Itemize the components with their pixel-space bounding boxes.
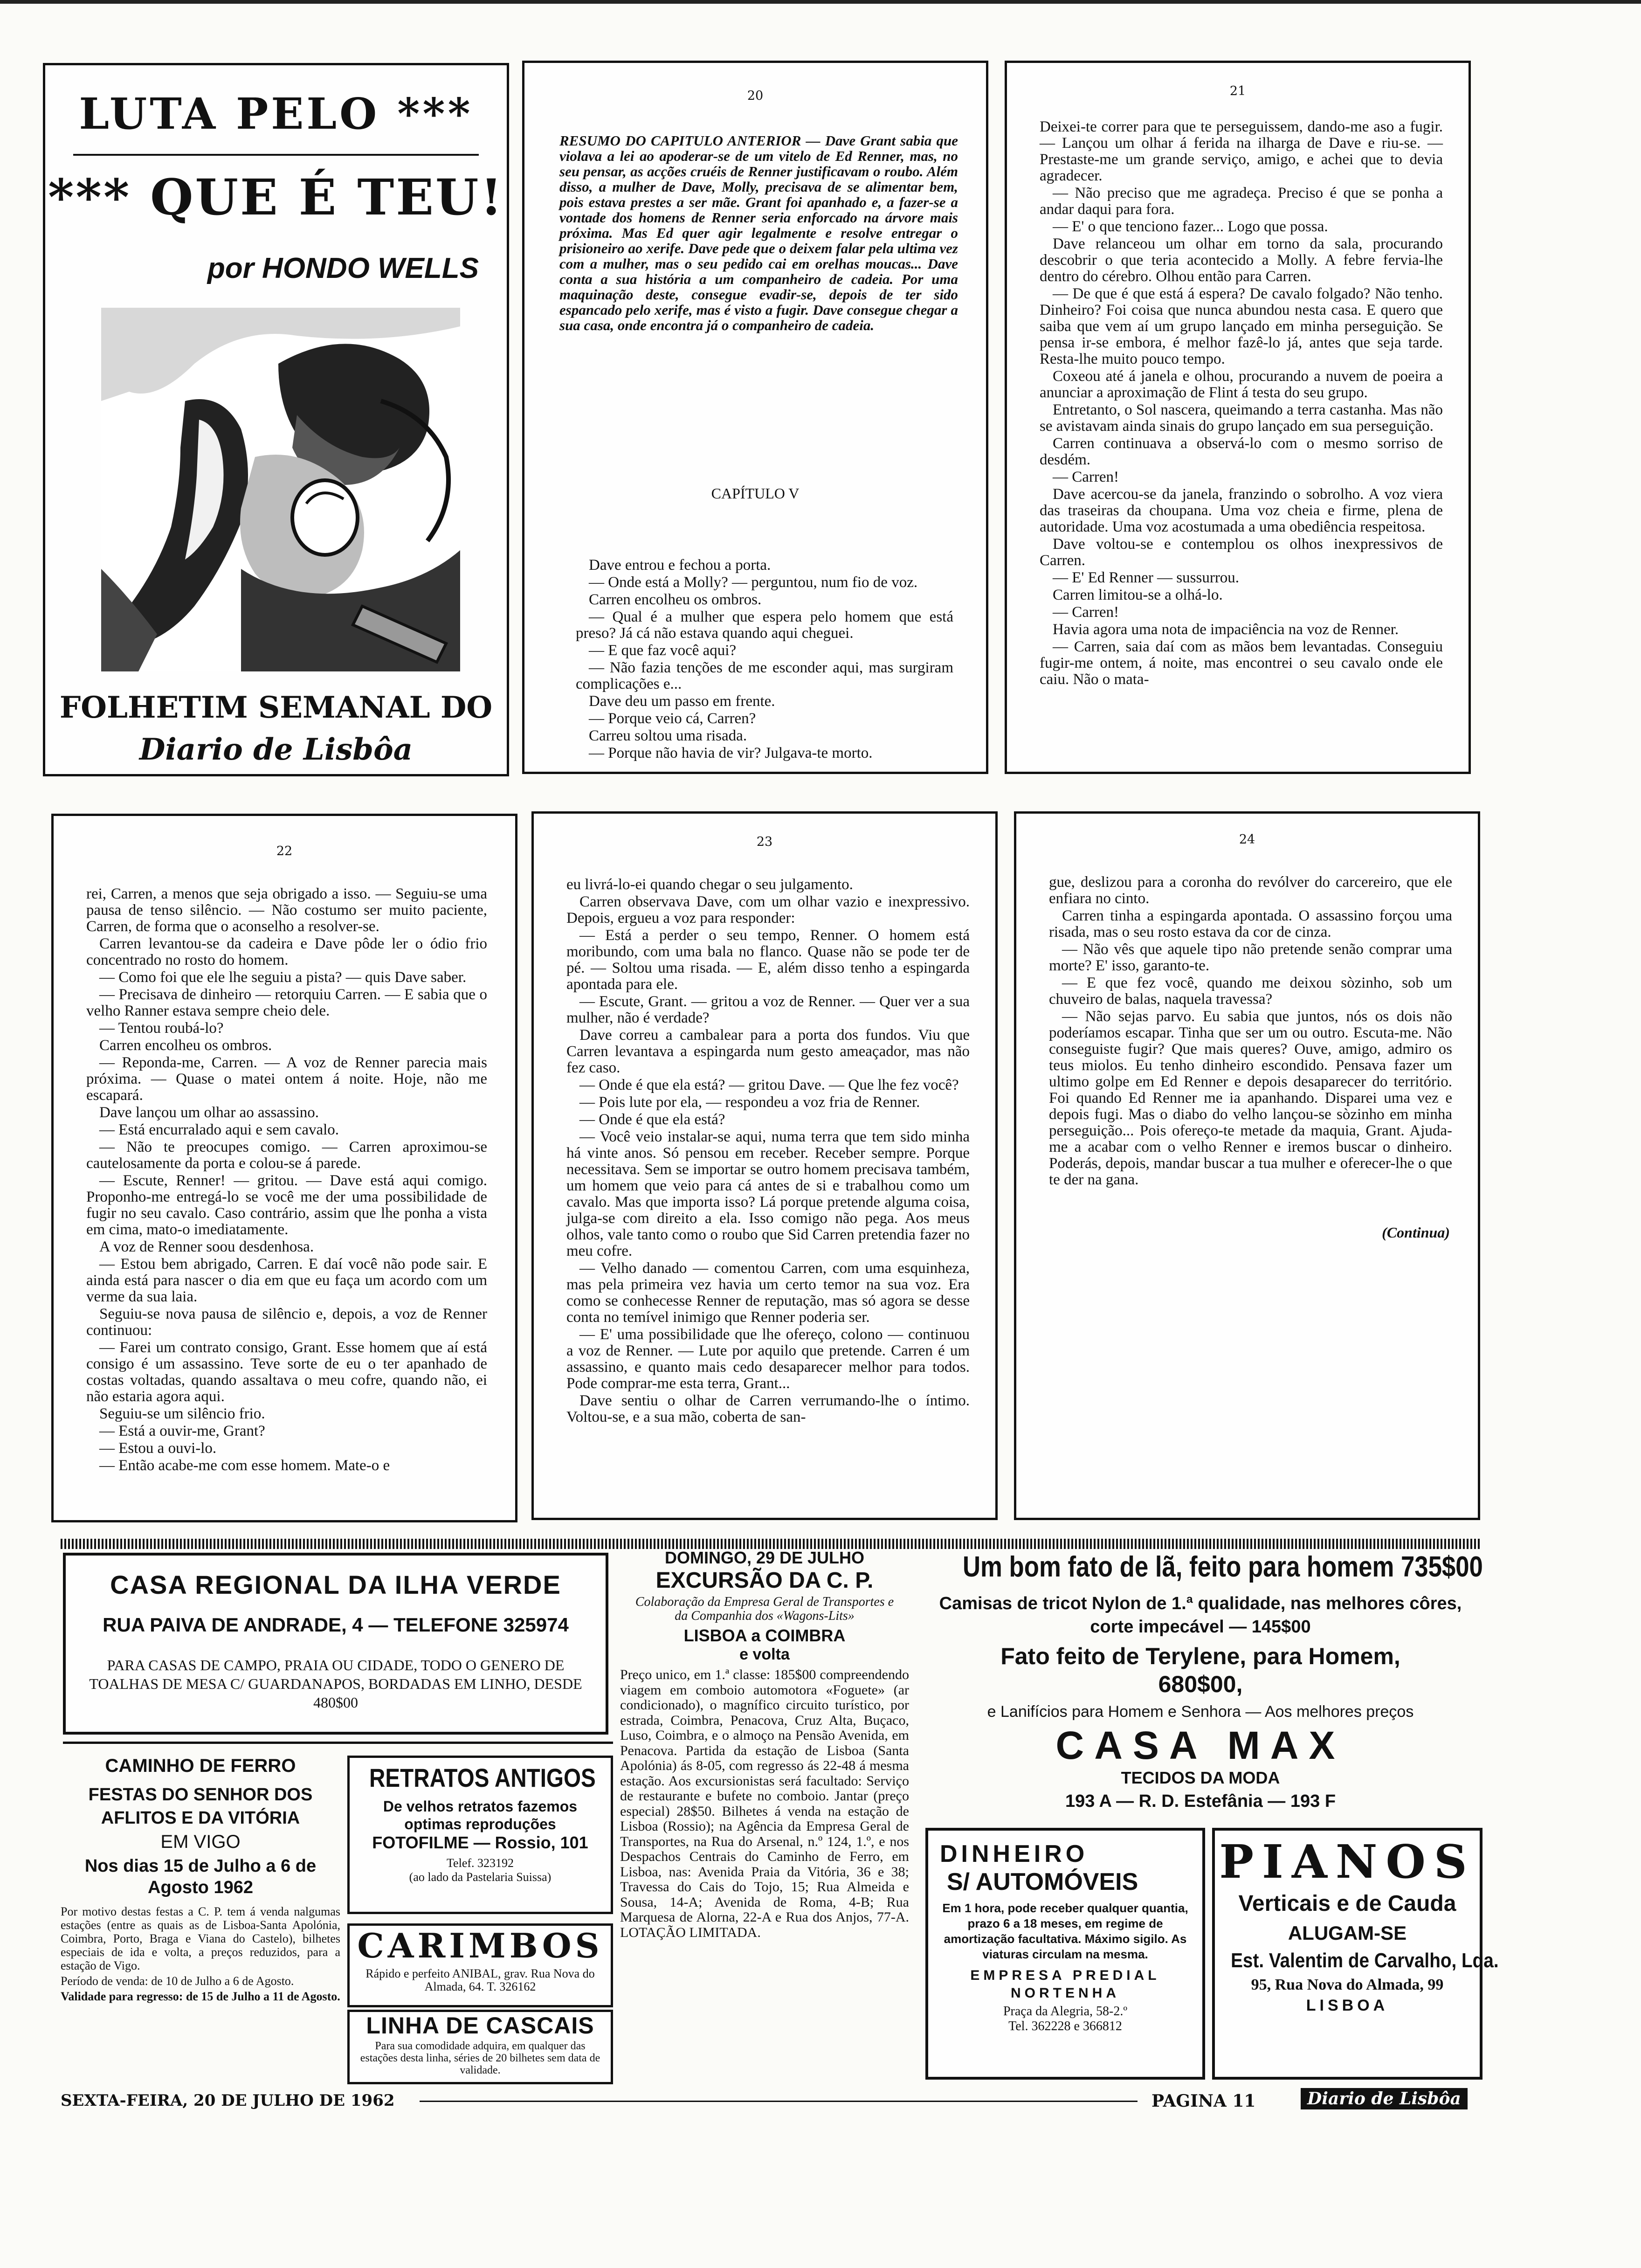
ad-company: EMPRESA PREDIAL NORTENHA	[970, 1968, 1160, 2001]
paragraph: — Farei um contrato consigo, Grant. Esse homem que aí está consigo é um assassino. Teve sorte de eu o ter apanhado de costas voltadas, quando assaltava o meu cofre, quando não, ei não estaria agora aqui.	[86, 1339, 487, 1405]
ad-tel: Tel. 362228 e 366812	[1008, 2019, 1122, 2033]
paragraph: — Estou a ouvi-lo.	[99, 1440, 217, 1457]
paragraph: — De que é que está á espera? De cavalo folgado? Não tenho. Dinheiro? Foi coisa que nunca abundou nesta casa. E quero que saiba que vem aí um grupo lançado em minha perseguição. Se pensa ir-se embora, é melhor fazê-lo já, antes que seja tarde. Resta-lhe muito pouco tempo.	[1040, 285, 1443, 367]
ad-carimbos	[347, 1923, 613, 2007]
ad-line2: FOTOFILME — Rossio, 101	[372, 1833, 588, 1852]
resumo-text: RESUMO DO CAPITULO ANTERIOR — Dave Grant sabia que violava a lei ao apoderar-se de um vitelo de Ed Renner, mas, no seu pensar, as acções cruéis de Renner justificavam o roubo. Além disso, a mulher de Dave, Molly, precisava de se alimentar bem, pois estava prestes a ser mãe. Grant foi apanhado e, a fazer-se a vontade dos homens de Renner seria enforcado na árvore mais próxima. Mas Ed quer agir legalmente e resolve entregar o prisioneiro ao xerife. Dave pede que o deixem falar pela ultima vez com a mulher, mas o seu pedido cai em orelhas moucas... Dave conta a sua história a um companheiro de cadeia. Por uma maquinação deste, consegue evadir-se, depois de ter sido espancado pelo xerife, mas é visto a fugir. Dave consegue chegar a sua casa, onde encontra já o companheiro de cadeia.	[559, 132, 958, 333]
paragraph: — Porque não havia de vir? Julgava-te morto.	[589, 745, 873, 761]
page-number: 20	[747, 89, 764, 103]
ad-title1: DINHEIRO	[940, 1840, 1089, 1867]
paragraph: — E que fez você, quando me deixou sòzinho, sob um chuveiro de balas, naquela travessa?	[1049, 975, 1452, 1008]
paragraph: — Carren!	[1053, 604, 1119, 621]
serial-folhetim: FOLHETIM SEMANAL DO	[59, 690, 493, 725]
ad-casa-max	[921, 1550, 1483, 1821]
paragraph: — Não sejas parvo. Eu sabia que juntos, nós os dois não poderíamos escapar. Tinha que ser um ou outro. Escuta-me. Não conseguiste fugir? Que mais queres? Ouve, amigo, admiro os teus miolos. Eu tenho dinheiro escondido. Pensava fazer um ultimo golpe em Ed Renner e depois desaparecer do território. Foi quando Ed Renner me ia apanhando. Disparei uma vez e depois fugi. Mas o diabo do velho lançou-se sòzinho em minha perseguição... Pois ofereço-te metade da maquia, Grant. Ajuda-me a acabar com o velho Renner e iremos buscar o dinheiro. Poderás, depois, mandar buscar a tua mulher e oferecer-lhe o que te der na gana.	[1049, 1008, 1452, 1188]
paragraph: — Precisava de dinheiro — retorquiu Carren. — E sabia que o velho Ranner estava sempre cheio dele.	[86, 986, 487, 1019]
ad-route: LISBOA a COIMBRA	[683, 1626, 846, 1645]
ad-city: LISBOA	[1306, 1997, 1389, 2014]
ad-date: DOMINGO, 29 DE JULHO	[664, 1548, 865, 1567]
serial-title-panel	[43, 63, 509, 776]
paragraph: Dave voltou-se e contemplou os olhos inexpressivos de Carren.	[1040, 536, 1443, 569]
paragraph: Dave entrou e fechou a porta.	[589, 557, 771, 574]
ad-retratos	[347, 1756, 613, 1914]
ad-caminho-ferro	[61, 1756, 340, 2082]
ad-title: CARIMBOS	[357, 1926, 603, 1965]
ad-dates: Nos dias 15 de Julho a 6 de Agosto 1962	[84, 1856, 317, 1897]
ad-line: Rápido e perfeito ANIBAL, grav. Rua Nova do Almada, 64. T. 326162	[365, 1967, 595, 1993]
paragraph: — Estou bem abrigado, Carren. E daí você não pode sair. E ainda está para nascer o dia em que eu faça um acordo com um verme da sua laia.	[86, 1256, 487, 1305]
serial-page-24	[1014, 811, 1480, 1520]
page-number: 24	[1239, 832, 1255, 847]
ad-headline: Um bom fato de lã, feito para homem 735$00	[963, 1551, 1483, 1583]
paragraph: — Não te preocupes comigo. — Carren aproximou-se cautelosamente da porta e colou-se á parede.	[86, 1139, 487, 1172]
ad-brand: CASA MAX	[1055, 1723, 1345, 1767]
paragraph: Carren limitou-se a olhá-lo.	[1053, 587, 1223, 603]
ad-cascais	[347, 2010, 613, 2084]
paragraph: — Velho danado — comentou Carren, com uma esquinheza, mas pela primeira vez havia um certo temor na sua voz. Era como se conhecesse Renner de reputação, mas só agora se desse conta no temível inimigo que Renner poderia ser.	[566, 1260, 970, 1326]
serial-title-line1: LUTA PELO ***	[79, 89, 473, 139]
serial-page-20	[522, 61, 988, 774]
page-22-body	[86, 886, 487, 1475]
paragraph: Dave relanceou um olhar em torno da sala, procurando descobrir o que teria acontecido a Molly. A febre fervia-lhe dentro do cérebro. Olhou então para Carren.	[1040, 235, 1443, 285]
paragraph: — E' Ed Renner — sussurrou.	[1053, 569, 1240, 586]
paragraph: Carren tinha a espingarda apontada. O assassino forçou uma risada, mas o seu rosto estava da cor de cinza.	[1049, 907, 1452, 940]
paragraph: gue, deslizou para a coronha do revólver do carcereiro, que ele enfiara no cinto.	[1049, 874, 1452, 907]
ad-route2: e volta	[739, 1646, 790, 1663]
paragraph: Seguiu-se um silêncio frio.	[99, 1405, 265, 1422]
paragraph: — E' o que tenciono fazer... Logo que possa.	[1053, 218, 1328, 235]
ad-body: Para sua comodidade adquira, em qualquer das estações desta linha, séries de 20 bilhetes sem data de validade.	[360, 2040, 600, 2076]
page-24-body	[1049, 874, 1452, 1189]
paragraph: — E que faz você aqui?	[589, 642, 737, 659]
ad-period: Período de venda: de 10 de Julho a 6 de Agosto.	[61, 1974, 294, 1988]
paragraph: — Como foi que ele lhe seguiu a pista? — quis Dave saber.	[99, 969, 467, 986]
paragraph: Dave correu a cambalear para a porta dos fundos. Viu que Carren levantava a espingarda num gesto ameaçador, mas não fez caso.	[566, 1027, 970, 1076]
paragraph: — Tentou roubá-lo?	[99, 1020, 224, 1037]
page-number: 22	[276, 844, 293, 858]
ad-pianos	[1212, 1828, 1499, 2080]
ad-dinheiro	[925, 1828, 1205, 2080]
footer-date: SEXTA-FEIRA, 20 DE JULHO DE 1962	[61, 2091, 395, 2110]
paragraph: Dave deu um passo em frente.	[589, 693, 775, 710]
ad-title2: S/ AUTOMÓVEIS	[947, 1868, 1138, 1895]
paragraph: — Não vês que aquele tipo não pretende senão comprar uma morte? E' isso, garanto-te.	[1049, 941, 1452, 974]
ad-address: RUA PAIVA DE ANDRADE, 4 — TELEFONE 325974	[103, 1614, 569, 1636]
paragraph: — Não preciso que me agradeça. Preciso é que se ponha a andar daqui para fora.	[1040, 185, 1443, 218]
paragraph: — Escute, Renner! — gritou. — Dave está aqui comigo. Proponho-me entregá-lo se você me der uma possibilidade de fugir no seu cavalo. Caso contrário, assim que lhe ponha a vista em cima, mato-o imediatamente.	[86, 1172, 487, 1238]
footer-rule	[420, 2101, 1138, 2102]
paragraph: — Qual é a mulher que espera pelo homem que está preso? Já cá não estava quando aqui cheguei.	[576, 608, 953, 642]
paragraph: Deixei-te correr para que te perseguissem, dando-me aso a fugir. — Lançou um olhar á ferida na ilharga de Dave e riu-se. — Prestaste-me um grande serviço, amigo, e achei que to devia agradecer.	[1040, 118, 1443, 184]
ad-sub: TECIDOS DA MODA	[1121, 1768, 1280, 1787]
ad-body: Em 1 hora, pode receber qualquer quantia, prazo 6 a 18 meses, em regime de amortização facultativa. Máximo sigilo. As viaturas circulam na mesma.	[942, 1901, 1188, 1961]
paragraph: Dave acercou-se da janela, franzindo o sobrolho. A voz viera das traseiras da choupana. Uma voz cheia e firme, plena de autoridade. Uma voz acostumada a uma obediência respeitosa.	[1040, 486, 1443, 535]
serial-paper-name: Diario de Lisbôa	[139, 732, 413, 767]
ad-title: EXCURSÃO DA C. P.	[655, 1568, 874, 1593]
ad-line2: Fato feito de Terylene, para Homem, 680$00,	[1000, 1643, 1400, 1697]
ad-tel: Telef. 323192	[446, 1856, 514, 1870]
ads-divider	[61, 1539, 1480, 1549]
page-23-body	[566, 877, 970, 1426]
paragraph: Coxeou até á janela e olhou, procurando a nuvem de poeira a anunciar a aproximação de Flint á testa do seu grupo.	[1040, 368, 1443, 401]
paragraph: Carren encolheu os ombros.	[99, 1037, 272, 1054]
paragraph: Seguiu-se nova pausa de silêncio e, depois, a voz de Renner continuou:	[86, 1306, 487, 1339]
ad-company: Est. Valentim de Carvalho, Lda.	[1231, 1949, 1499, 1972]
page-number: 23	[756, 835, 773, 849]
paragraph: Carren levantou-se da cadeira e Dave pôde ler o ódio frio concentrado no rosto do homem.	[86, 935, 487, 968]
paragraph: Carren continuava a observá-lo com o mesmo sorriso de desdém.	[1040, 435, 1443, 468]
ad-body: Por motivo destas festas a C. P. tem á venda nalgumas estações (entre as quais as de Lisboa-Santa Apolónia, Coimbra, Porto, Braga e Viana do Castelo), bilhetes especiais de ida e volta, a preços reduzidos, para a estação de Vigo.	[61, 1905, 340, 1972]
paragraph: — Onde é que ela está? — gritou Dave. — Que lhe fez você?	[579, 1077, 959, 1093]
ad-address: Praça da Alegria, 58-2.º	[1003, 2004, 1128, 2019]
paragraph: — Escute, Grant. — gritou a voz de Renner. — Quer ver a sua mulher, não é verdade?	[566, 993, 970, 1026]
ad-sub: Verticais e de Cauda	[1238, 1891, 1456, 1916]
ad-aluga: ALUGAM-SE	[1288, 1922, 1407, 1944]
serial-illustration	[101, 308, 460, 671]
serial-title-line2: *** QUE É TEU!	[48, 168, 504, 226]
ad-address: 193 A — R. D. Estefânia — 193 F	[1065, 1791, 1336, 1811]
ad-address: 95, Rua Nova do Almada, 99	[1251, 1976, 1444, 1993]
serial-page-21	[1005, 61, 1471, 774]
ad-title: PIANOS	[1219, 1835, 1476, 1889]
ad-title: CASA REGIONAL DA ILHA VERDE	[110, 1570, 561, 1599]
page-21-body	[1040, 119, 1443, 689]
ad-line3: e Lanifícios para Homem e Senhora — Aos melhores preços	[987, 1703, 1414, 1721]
continua-label: (Continua)	[1382, 1224, 1450, 1241]
ad-validity: Validade para regresso: de 15 de Julho a 11 de Agosto.	[61, 1990, 340, 2003]
page-number: 21	[1229, 84, 1246, 98]
paragraph: rei, Carren, a menos que seja obrigado a isso. — Seguiu-se uma pausa de tenso silêncio. — Não costumo ser muito paciente, Carren, de forma que o aconselho a resolver-se.	[86, 885, 487, 935]
paragraph: — Está a perder o seu tempo, Renner. O homem está moribundo, com uma bala no flanco. Quase não se pode ter de pé. — Soltou uma risada. — E, além disso tenho a espingarda apontada para ele.	[566, 927, 970, 993]
paragraph: Carreu soltou uma risada.	[589, 727, 747, 744]
paragraph: A voz de Renner soou desdenhosa.	[99, 1238, 314, 1255]
paragraph: — Porque veio cá, Carren?	[589, 710, 756, 727]
paragraph: — Está a ouvir-me, Grant?	[99, 1423, 265, 1439]
ad-note: (ao lado da Pastelaria Suissa)	[409, 1870, 552, 1884]
chapter-heading: CAPÍTULO V	[711, 485, 800, 502]
paragraph: — Reponda-me, Carren. — A voz de Renner parecia mais próxima. — Quase o matei ontem á noite. Hoje, não me escapará.	[86, 1054, 487, 1104]
ad-line1: De velhos retratos fazemos optimas reproduções	[383, 1798, 578, 1832]
serial-page-22	[51, 814, 517, 1522]
ad-place: EM VIGO	[160, 1832, 241, 1852]
paragraph: — Carren, saia daí com as mãos bem levantadas. Conseguiu fugir-me ontem, á noite, mas encontrei o seu cavalo onde ele caiu. Não o mata-	[1040, 638, 1443, 688]
ad-line1: Camisas de tricot Nylon de 1.ª qualidade, nas melhores côres, corte impecável — 145$00	[939, 1594, 1462, 1637]
paragraph: — E' uma possibilidade que lhe ofereço, colono — continuou a voz de Renner. — Lute por aquilo que pretende. Carren é um assassino, e quanto mais cedo desaparecer melhor para todos. Pode comprar-me esta terra, Grant...	[566, 1326, 970, 1392]
paragraph: — Onde está a Molly? — perguntou, num fio de voz.	[589, 574, 918, 591]
paragraph: Carren encolheu os ombros.	[589, 591, 762, 608]
ad-title: RETRATOS ANTIGOS	[369, 1763, 596, 1792]
footer-paper: Diario de Lisbôa	[1301, 2088, 1468, 2109]
paragraph: Carren observava Dave, com um olhar vazio e inexpressivo. Depois, ergueu a voz para responder:	[566, 893, 970, 927]
ad-excursao	[620, 1548, 909, 2084]
paragraph: — Onde é que ela está?	[579, 1111, 725, 1128]
serial-page-23	[531, 811, 998, 1520]
ad-collab: Colaboração da Empresa Geral de Transportes e da Companhia dos «Wagons-Lits»	[635, 1595, 894, 1623]
top-rule	[0, 0, 1641, 4]
paragraph: eu livrá-lo-ei quando chegar o seu julgamento.	[566, 876, 853, 893]
paragraph: — Não fazia tenções de me esconder aqui, mas surgiram complicações e...	[576, 659, 953, 692]
serial-author: por HONDO WELLS	[207, 252, 479, 284]
title-rule	[73, 154, 479, 156]
footer-page: PAGINA 11	[1151, 2091, 1256, 2111]
paragraph: — Então acabe-me com esse homem. Mate-o e	[99, 1457, 390, 1474]
ad-ilha-verde	[63, 1553, 608, 1735]
ad-title: CAMINHO DE FERRO	[105, 1756, 296, 1776]
ad-festas: FESTAS DO SENHOR DOS AFLITOS E DA VITÓRIA	[88, 1785, 313, 1828]
ad-body: Preço unico, em 1.ª classe: 185$00 compreendendo viagem em comboio automotora «Foguete» (ar condicionado), o magnífico circuito turístico, por estrada, Coimbra, Penacova, Cruz Alta, Buçaco, Luso, Coimbra, e o almoço na Pensão Avenida, em Penacova. Partida da estação de Lisboa (Santa Apolónia) ás 8-05, com regresso ás 22-48 á mesma estação. Aos excursionistas será facultado: Serviço de restaurante e bufete no comboio. Jantar (preço especial) 28$50. Bilhetes á venda na estação de Lisboa (Rossio); na Agência da Empresa Geral de Transportes, na Rua do Arsenal, n.º 124, 1.º, e nos Despachos Centrais do Caminho de Ferro, em Lisboa, nas: Avenida Praia da Vitória, 36 e 38; Travessa do Cais do Tojo, 15; Rua Almeida e Sousa, 14-A; Avenida de Roma, 4-B; Rua Marquesa de Alorna, 22-A e Rua dos Anjos, 77-A. LOTAÇÃO LIMITADA.	[620, 1667, 909, 1940]
paragraph: Havia agora uma nota de impaciência na voz de Renner.	[1053, 621, 1399, 638]
ad-title: LINHA DE CASCAIS	[366, 2012, 594, 2039]
paragraph: — Carren!	[1053, 469, 1119, 485]
paragraph: Dave lançou um olhar ao assassino.	[99, 1104, 319, 1121]
ads-rule	[63, 1742, 613, 1744]
page-20-body	[576, 557, 953, 762]
paragraph: — Você veio instalar-se aqui, numa terra que tem sido minha há vinte anos. Só pensou em receber. Receber sempre. Porque necessitava. Sem se importar se outro homem precisava também, um homem que veio para cá antes de si e trabalhou como um cavalo. Mas que importa isso? Lá porque pretende alguma coisa, julga-se com direito a ela. Isso comigo não pega. Aos meus olhos, vale tanto como o roubo que Sid Carren pretendia fazer no meu cofre.	[566, 1128, 970, 1259]
ad-body: PARA CASAS DE CAMPO, PRAIA OU CIDADE, TODO O GENERO DE TOALHAS DE MESA C/ GUARDANAPOS, BORDADAS EM LINHO, DESDE 480$00	[89, 1657, 582, 1711]
paragraph: — Está encurralado aqui e sem cavalo.	[99, 1121, 339, 1138]
paragraph: Dave sentiu o olhar de Carren verrumando-lhe o íntimo. Voltou-se, e a sua mão, coberta de san-	[566, 1392, 970, 1425]
paragraph: Entretanto, o Sol nascera, queimando a terra castanha. Mas não se avistavam ainda sinais do grupo lançado em sua perseguição.	[1040, 401, 1443, 435]
paragraph: — Pois lute por ela, — respondeu a voz fria de Renner.	[579, 1094, 920, 1111]
